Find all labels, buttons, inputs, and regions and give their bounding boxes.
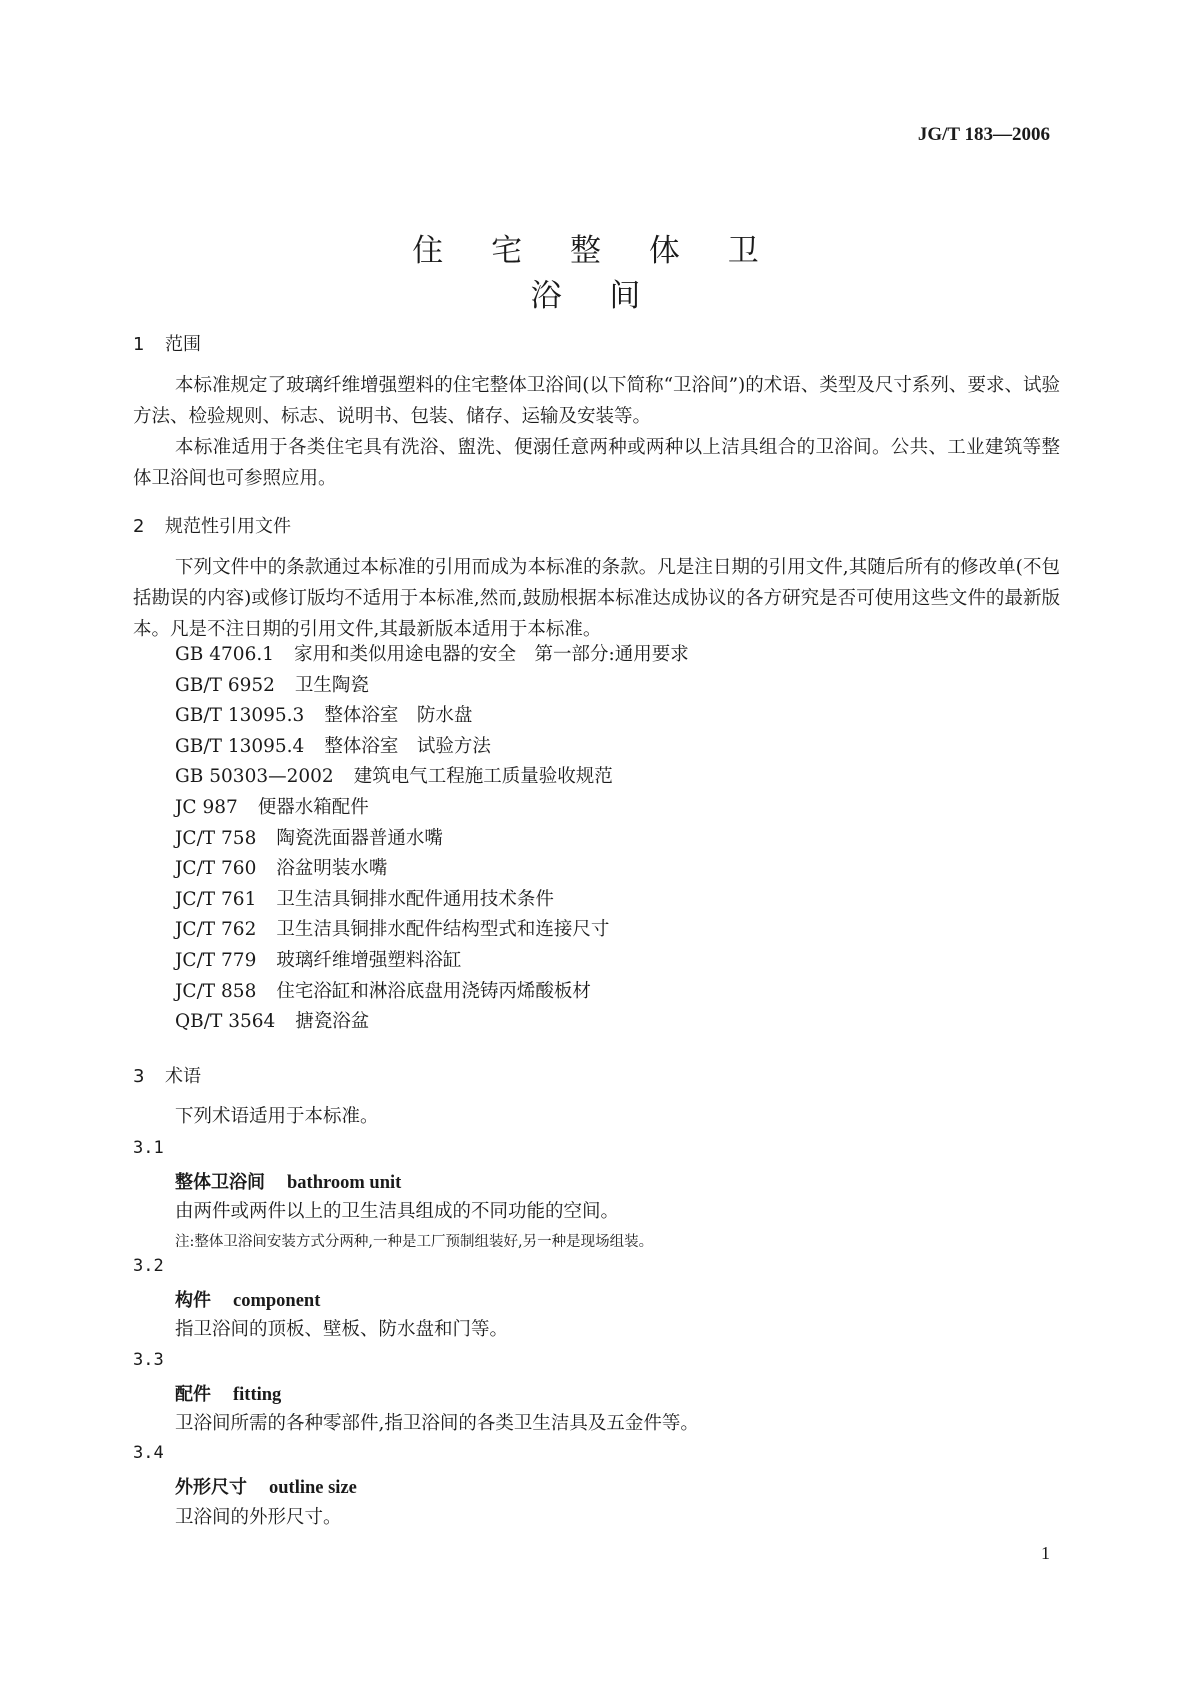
reference-item <box>175 732 689 763</box>
reference-code: JC/T 779 <box>175 949 257 971</box>
term-zh: 配件 <box>175 1384 211 1405</box>
reference-title: 搪瓷浴盆 <box>295 1011 370 1033</box>
reference-code: GB/T 13095.3 <box>175 705 305 727</box>
reference-code: GB/T 6952 <box>175 674 275 696</box>
section-number: 3 <box>133 1066 145 1087</box>
section-2-heading <box>133 512 291 538</box>
reference-title: 家用和类似用途电器的安全 第一部分:通用要求 <box>294 644 689 665</box>
term-zh: 构件 <box>175 1290 211 1311</box>
reference-title: 陶瓷洗面器普通水嘴 <box>276 827 443 849</box>
reference-title: 整体浴室 试验方法 <box>324 735 491 757</box>
reference-code: JC/T 761 <box>175 888 257 910</box>
reference-item <box>175 977 689 1008</box>
term-number: 3.4 <box>133 1443 164 1463</box>
section-title: 范围 <box>165 334 201 355</box>
term-number: 3.2 <box>133 1256 164 1276</box>
reference-title: 卫生陶瓷 <box>294 674 369 696</box>
reference-item <box>175 671 689 702</box>
term-definition: 指卫浴间的顶板、壁板、防水盘和门等。 <box>175 1319 509 1340</box>
reference-title: 整体浴室 防水盘 <box>324 705 473 727</box>
section-title: 术语 <box>165 1066 201 1087</box>
reference-code: JC/T 758 <box>175 827 257 849</box>
term-zh: 整体卫浴间 <box>175 1172 265 1193</box>
reference-code: GB/T 13095.4 <box>175 735 305 757</box>
page-number: 1 <box>1041 1543 1050 1563</box>
section-3-heading <box>133 1062 201 1088</box>
section-number: 1 <box>133 334 145 355</box>
term-definition: 卫浴间的外形尺寸。 <box>175 1507 342 1528</box>
reference-code: JC/T 760 <box>175 858 257 880</box>
reference-item <box>175 793 689 824</box>
term-en: fitting <box>233 1385 282 1405</box>
section-number: 2 <box>133 516 145 537</box>
term-en: bathroom unit <box>287 1173 402 1193</box>
reference-title: 住宅浴缸和淋浴底盘用浇铸丙烯酸板材 <box>276 980 591 1002</box>
reference-title: 便器水箱配件 <box>257 796 369 818</box>
reference-item <box>175 762 689 793</box>
term-definition: 卫浴间所需的各种零部件,指卫浴间的各类卫生洁具及五金件等。 <box>175 1413 699 1434</box>
standard-number: JG/T 183—2006 <box>917 124 1050 145</box>
reference-code: JC 987 <box>175 796 238 818</box>
term-heading <box>175 1168 401 1194</box>
term-number: 3.3 <box>133 1350 164 1370</box>
reference-item <box>175 885 689 916</box>
reference-code: QB/T 3564 <box>175 1011 276 1033</box>
reference-title: 建筑电气工程施工质量验收规范 <box>353 766 613 788</box>
scope-paragraph-1: 本标准规定了玻璃纤维增强塑料的住宅整体卫浴间(以下简称“卫浴间”)的术语、类型及尺寸系列、要求、试验方法、检验规则、标志、说明书、包装、储存、运输及安装等。 <box>133 375 1060 427</box>
reference-code: GB 4706.1 <box>175 644 274 665</box>
reference-item <box>175 701 689 732</box>
reference-code: JC/T 762 <box>175 919 257 941</box>
reference-item <box>175 1007 689 1038</box>
section-1-heading <box>133 330 201 356</box>
document-title: 住 宅 整 体 卫 浴 间 <box>412 233 778 314</box>
references-intro-paragraph: 下列文件中的条款通过本标准的引用而成为本标准的条款。凡是注日期的引用文件,其随后所有的修改单(不包括勘误的内容)或修订版均不适用于本标准,然而,鼓励根据本标准达成协议的各方研究是否可使用这些文件的最新版本。凡是不注日期的引用文件,其最新版本适用于本标准。 <box>133 557 1060 640</box>
reference-title: 玻璃纤维增强塑料浴缸 <box>276 949 462 971</box>
terms-intro: 下列术语适用于本标准。 <box>175 1106 379 1127</box>
reference-title: 卫生洁具铜排水配件通用技术条件 <box>276 888 554 910</box>
scope-paragraph-2: 本标准适用于各类住宅具有洗浴、盥洗、便溺任意两种或两种以上洁具组合的卫浴间。公共、工业建筑等整体卫浴间也可参照应用。 <box>133 437 1060 489</box>
section-title: 规范性引用文件 <box>165 516 291 537</box>
reference-item <box>175 854 689 885</box>
reference-list <box>175 640 689 1038</box>
term-zh: 外形尺寸 <box>175 1477 247 1498</box>
term-heading <box>175 1286 320 1312</box>
reference-item <box>175 824 689 855</box>
term-note: 注:整体卫浴间安装方式分两种,一种是工厂预制组装好,另一种是现场组装。 <box>175 1234 654 1250</box>
reference-item <box>175 946 689 977</box>
term-en: outline size <box>269 1478 357 1498</box>
term-heading <box>175 1473 357 1499</box>
reference-code: JC/T 858 <box>175 980 257 1002</box>
reference-title: 浴盆明装水嘴 <box>276 858 388 880</box>
term-heading <box>175 1380 281 1406</box>
reference-code: GB 50303—2002 <box>175 766 334 788</box>
reference-item <box>175 640 689 671</box>
term-definition: 由两件或两件以上的卫生洁具组成的不同功能的空间。 <box>175 1201 620 1222</box>
reference-title: 卫生洁具铜排水配件结构型式和连接尺寸 <box>276 919 610 941</box>
term-en: component <box>233 1291 321 1311</box>
term-number: 3.1 <box>133 1138 164 1158</box>
reference-item <box>175 915 689 946</box>
